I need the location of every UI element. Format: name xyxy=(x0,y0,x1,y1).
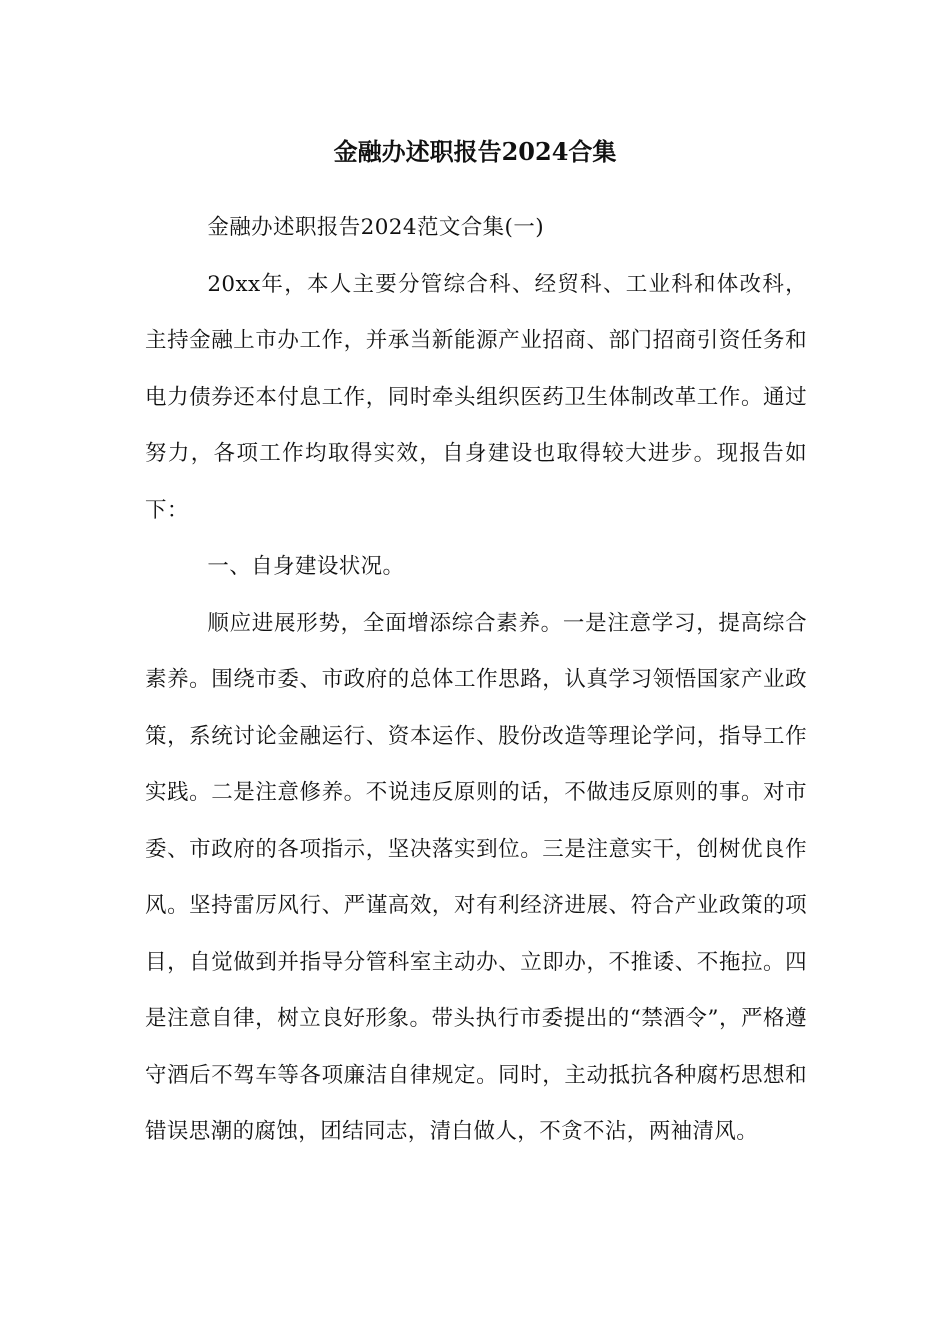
subtitle-paragraph: 金融办述职报告2024范文合集(一) xyxy=(207,215,545,240)
document-body xyxy=(145,200,807,1161)
body-paragraph: 顺应进展形势，全面增添综合素养。一是注意学习，提高综合素养。围绕市委、市政府的总体工作思路，认真学习领悟国家产业政策，系统讨论金融运行、资本运作、股份改造等理论学问，指导工作实践。二是注意修养。不说违反原则的话，不做违反原则的事。对市委、市政府的各项指示，坚决落实到位。三是注意实干，创树优良作风。坚持雷厉风行、严谨高效，对有利经济进展、符合产业政策的项目，自觉做到并指导分管科室主动办、立即办，不推诿、不拖拉。四是注意自律，树立良好形象。带头执行市委提出的“禁酒令”，严格遵守酒后不驾车等各项廉洁自律规定。同时，主动抵抗各种腐朽思想和错误思潮的腐蚀，团结同志，清白做人，不贪不沾，两袖清风。 xyxy=(145,610,807,1144)
section-heading: 一、自身建设状况。 xyxy=(207,554,405,579)
intro-paragraph: 20xx年，本人主要分管综合科、经贸科、工业科和体改科，主持金融上市办工作，并承当新能源产业招商、部门招商引资任务和电力债券还本付息工作，同时牵头组织医药卫生体制改革工作。通过努力，各项工作均取得实效，自身建设也取得较大进步。现报告如下： xyxy=(145,271,807,523)
document-title: 金融办述职报告2024合集 xyxy=(333,137,617,166)
